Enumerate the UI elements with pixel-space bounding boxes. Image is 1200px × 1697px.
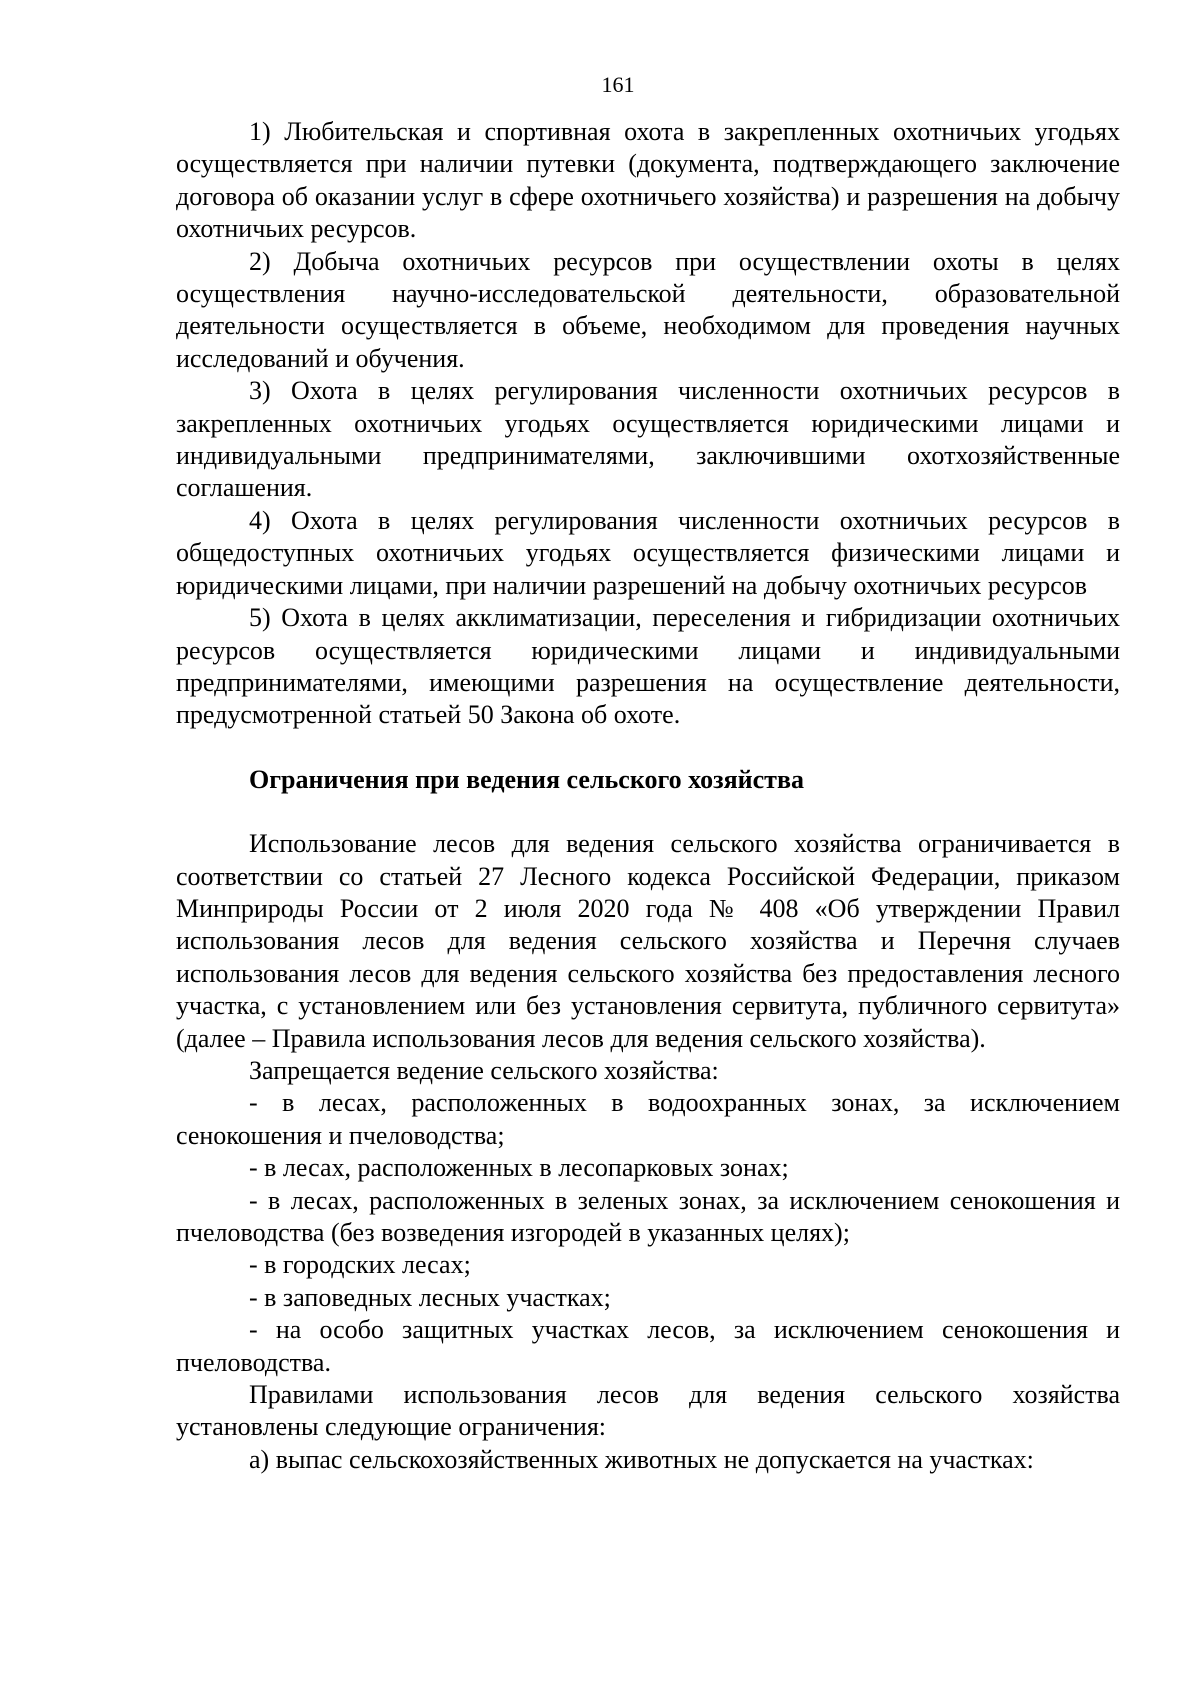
list-item-protective-plots: - на особо защитных участках лесов, за исключением сенокошения и пчеловодства. (176, 1315, 1120, 1377)
document-body (176, 116, 1120, 1476)
paragraph-prohibition-intro: Запрещается ведение сельского хозяйства: (249, 1055, 719, 1085)
paragraph-hunting-3: 3) Охота в целях регулирования численности охотничьих ресурсов в закрепленных охотничьих угодьях осуществляется юридическими лицами и индивидуальными предпринимателями, заключившими охотхозяйственные соглашения. (176, 376, 1120, 503)
list-item-grazing: а) выпас сельскохозяйственных животных не допускается на участках: (249, 1444, 1034, 1474)
list-item-water-protection: - в лесах, расположенных в водоохранных зонах, за исключением сенокошения и пчеловодства; (176, 1088, 1120, 1150)
paragraph-hunting-1: 1) Любительская и спортивная охота в закрепленных охотничьих угодьях осуществляется при наличии путевки (документа, подтверждающего заключение договора об оказании услуг в сфере охотничьего хозяйства) и разрешения на добычу охотничьих ресурсов. (176, 117, 1120, 244)
section-heading: Ограничения при ведения сельского хозяйства (249, 764, 804, 794)
list-item-green-zones: - в лесах, расположенных в зеленых зонах, за исключением сенокошения и пчеловодства (без возведения изгородей в указанных целях); (176, 1185, 1120, 1247)
paragraph-hunting-4: 4) Охота в целях регулирования численности охотничьих ресурсов в общедоступных охотничьих угодьях осуществляется физическими лицами и юридическими лицами, при наличии разрешений на добычу охотничьих ресурсов (176, 505, 1120, 600)
paragraph-hunting-2: 2) Добыча охотничьих ресурсов при осуществлении охоты в целях осуществления научно-исследовательской деятельности, образовательной деятельности осуществляется в объеме, необходимом для проведения научных исследований и обучения. (176, 246, 1120, 373)
list-item-urban-forests: - в городских лесах; (249, 1250, 471, 1280)
list-item-reserved-plots: - в заповедных лесных участках; (249, 1282, 611, 1312)
list-item-forest-park: - в лесах, расположенных в лесопарковых зонах; (249, 1153, 789, 1183)
paragraph-hunting-5: 5) Охота в целях акклиматизации, переселения и гибридизации охотничьих ресурсов осуществляется юридическими лицами и индивидуальными предпринимателями, имеющими разрешения на осуществление деятельности, предусмотренной статьей 50 Закона об охоте. (176, 603, 1120, 730)
paragraph-forest-use: Использование лесов для ведения сельского хозяйства ограничивается в соответствии со статьей 27 Лесного кодекса Российской Федерации, приказом Минприроды России от 2 июля 2020 года № 408 «Об утверждении Правил использования лесов для ведения сельского хозяйства и Перечня случаев использования лесов для ведения сельского хозяйства без предоставления лесного участка, с установлением или без установления сервитута, публичного сервитута» (далее – Правила использования лесов для ведения сельского хозяйства). (176, 829, 1120, 1053)
page-number: 161 (601, 72, 635, 97)
paragraph-rules-restrictions: Правилами использования лесов для ведения сельского хозяйства установлены следующие ограничения: (176, 1380, 1120, 1442)
